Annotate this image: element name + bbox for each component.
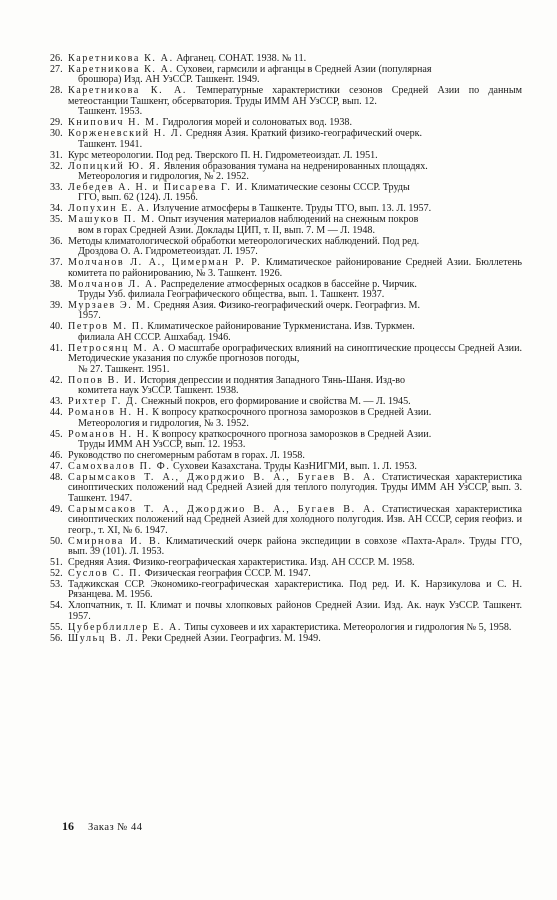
reference-item	[50, 162, 522, 183]
reference-author: Романов Н. Н.	[68, 428, 150, 440]
page-number: 16	[62, 819, 74, 833]
reference-author: Каретникова К. А.	[68, 85, 188, 97]
reference-body	[68, 204, 522, 214]
reference-body	[68, 258, 522, 279]
reference-number: 33.	[50, 182, 63, 194]
reference-number: 41.	[50, 342, 63, 354]
reference-continuation: Ташкент. 1941.	[78, 138, 143, 150]
reference-author: Петров М. П.	[68, 321, 145, 333]
reference-body	[68, 162, 522, 183]
reference-body	[68, 376, 522, 397]
reference-continuation: № 27. Ташкент. 1951.	[78, 363, 170, 375]
reference-number: 45.	[50, 428, 63, 440]
reference-continuation: вом в горах Средней Азии. Доклады ЦИП, т. II, вып. 7. М — Л. 1948.	[78, 224, 375, 236]
reference-body	[68, 344, 522, 375]
reference-body	[68, 473, 522, 504]
reference-item	[50, 118, 522, 128]
reference-item	[50, 537, 522, 558]
reference-number: 46.	[50, 449, 63, 461]
reference-number: 51.	[50, 556, 63, 568]
reference-body	[68, 280, 522, 301]
reference-text: Средняя Азия. Физико-географическая характеристика. Изд. АН СССР. М. 1958.	[68, 556, 415, 568]
reference-continuation: брошюра) Изд. АН УзССР. Ташкент. 1949.	[78, 74, 260, 86]
reference-item	[50, 258, 522, 279]
reference-author: Машуков П. М.	[68, 214, 156, 226]
reference-author: Лопухин Е. А.	[68, 203, 151, 215]
reference-item	[50, 344, 522, 375]
reference-text: Суховеи Казахстана. Труды КазНИГМИ, вып. 1. Л. 1953.	[172, 460, 417, 472]
reference-author: Сарымсаков Т. А., Джорджио В. А., Бугаев В. А.	[68, 471, 377, 483]
reference-text: К вопросу краткосрочного прогноза заморозков в Средней Азии.	[152, 428, 432, 440]
reference-body	[68, 408, 522, 429]
reference-item	[50, 54, 522, 64]
reference-body	[68, 215, 522, 236]
reference-item	[50, 580, 522, 601]
reference-number: 34.	[50, 203, 63, 215]
reference-author: Сарымсаков Т. А., Джорджио В. А., Бугаев В. А.	[68, 503, 377, 515]
reference-author: Шульц В. Л.	[68, 632, 140, 644]
reference-author: Суслов С. П.	[68, 567, 143, 579]
reference-number: 49.	[50, 503, 63, 515]
reference-number: 29.	[50, 117, 63, 129]
reference-body	[68, 183, 522, 204]
reference-text: Опыт изучения материалов наблюдений на снежным покров	[158, 214, 419, 226]
reference-item	[50, 558, 522, 568]
reference-continuation: комитета наук УзССР. Ташкент. 1938.	[78, 385, 239, 397]
reference-author: Мурзаев Э. М.	[68, 300, 152, 312]
reference-item	[50, 86, 522, 117]
reference-text: Средняя Азия. Краткий физико-географический очерк.	[185, 128, 423, 140]
reference-number: 37.	[50, 257, 63, 269]
reference-text: Снежный покров, его формирование и свойства М. — Л. 1945.	[141, 396, 411, 408]
reference-text: Таджикская ССР. Экономико-географическая характеристика. Под ред. И. К. Нарзикулова и С. Н. Рязанцева. М. 1956.	[68, 578, 522, 601]
reference-number: 43.	[50, 396, 63, 408]
reference-author: Цуберблиллер Е. А.	[68, 621, 183, 633]
reference-text: Температурные характеристики сезонов Средней Азии по данным метеостанции Ташкент, обсерватория. Труды ИММ АН УзССР, вып. 12.	[68, 85, 522, 107]
reference-text: Явления образования тумана на недренированных площадях.	[163, 160, 428, 172]
order-number: Заказ № 44	[88, 822, 143, 833]
reference-item	[50, 237, 522, 258]
reference-item	[50, 151, 522, 161]
reference-text: Руководство по снегомерным работам в горах. Л. 1958.	[68, 449, 305, 461]
reference-text: Типы суховеев и их характеристика. Метеорология и гидрология № 5, 1958.	[184, 621, 512, 633]
reference-text: Распределение атмосферных осадков в бассейне р. Чирчик.	[160, 278, 417, 290]
reference-item	[50, 280, 522, 301]
reference-author: Лебедев А. Н. и Писарева Г. И.	[68, 182, 249, 194]
reference-continuation: Труды Узб. филиала Географического общества, вып. 1. Ташкент. 1937.	[78, 289, 385, 301]
reference-item	[50, 204, 522, 214]
reference-number: 52.	[50, 567, 63, 579]
reference-text: Афганец. СОНАТ. 1938. № 11.	[176, 53, 307, 64]
reference-continuation: Метеорология и гидрология, № 2. 1952.	[78, 171, 249, 183]
reference-number: 50.	[50, 535, 63, 547]
reference-text: Климатическое районирование Туркменистана. Изв. Туркмен.	[147, 321, 415, 333]
reference-number: 26.	[50, 53, 63, 64]
reference-body	[68, 623, 522, 633]
reference-body	[68, 580, 522, 601]
reference-number: 54.	[50, 600, 63, 612]
reference-text: Статистическая характеристика синоптических положений над Средней Азией для холодного полугодия. Изв. АН СССР, серия геофиз. и геогр., т. XI, № 6. 1947.	[68, 503, 522, 536]
reference-author: Романов Н. Н.	[68, 407, 150, 419]
reference-author: Молчанов Л. А.	[68, 278, 159, 290]
reference-author: Попов В. И.	[68, 374, 138, 386]
reference-text: Климатическое районирование Средней Азии. Бюллетень комитета по районированию, № 3. Ташкент. 1926.	[68, 257, 523, 279]
reference-number: 40.	[50, 321, 63, 333]
reference-body	[68, 65, 522, 86]
reference-number: 32.	[50, 160, 63, 172]
reference-item	[50, 601, 522, 622]
reference-continuation: ГГО, вып. 62 (124). Л. 1956.	[78, 192, 198, 204]
reference-body	[68, 569, 522, 579]
reference-text: Физическая география СССР. М. 1947.	[144, 567, 311, 579]
reference-author: Петросянц М. А.	[68, 342, 166, 354]
reference-item	[50, 623, 522, 633]
reference-continuation: Ташкент. 1953.	[78, 106, 143, 118]
reference-number: 35.	[50, 214, 63, 226]
reference-body	[68, 237, 522, 258]
reference-number: 47.	[50, 460, 63, 472]
reference-item	[50, 65, 522, 86]
reference-author: Корженевский Н. Л.	[68, 128, 184, 140]
reference-text: Статистическая характеристика синоптических положений над Средней Азией для теплого полугодия. Труды ИММ АН УзССР, вып. 3. Ташкент. 1947.	[68, 471, 522, 504]
reference-continuation: Труды ИММ АН УзССР, вып. 12. 1953.	[78, 438, 246, 450]
reference-text: Реки Средней Азии. Географгиз. М. 1949.	[141, 632, 321, 644]
reference-text: Гидрология морей и солоноватых вод. 1938.	[162, 117, 352, 129]
reference-body	[68, 558, 522, 568]
reference-number: 48.	[50, 471, 63, 483]
reference-number: 55.	[50, 621, 63, 633]
reference-item	[50, 569, 522, 579]
reference-item	[50, 408, 522, 429]
reference-item	[50, 451, 522, 461]
reference-item	[50, 462, 522, 472]
reference-author: Каретникова К. А.	[68, 53, 174, 64]
reference-body	[68, 451, 522, 461]
reference-number: 30.	[50, 128, 63, 140]
reference-body	[68, 301, 522, 322]
reference-body	[68, 129, 522, 150]
reference-continuation: 1957.	[78, 310, 101, 322]
reference-number: 44.	[50, 407, 63, 419]
reference-author: Молчанов Л. А., Цимерман Р. Р.	[68, 257, 262, 269]
reference-author: Рихтер Г. Д.	[68, 396, 139, 408]
reference-author: Каретникова К. А.	[68, 64, 174, 75]
reference-body	[68, 322, 522, 343]
reference-body	[68, 118, 522, 128]
reference-list	[50, 54, 522, 645]
reference-body	[68, 505, 522, 536]
reference-body	[68, 537, 522, 558]
reference-body	[68, 462, 522, 472]
reference-number: 28.	[50, 85, 63, 97]
reference-continuation: Дроздова О. А. Гидрометеоиздат. Л. 1957.	[78, 246, 258, 258]
reference-text: К вопросу краткосрочного прогноза заморозков в Средней Азии.	[152, 407, 432, 419]
reference-body	[68, 634, 522, 644]
reference-number: 27.	[50, 64, 63, 75]
reference-item	[50, 634, 522, 644]
reference-text: О масштабе орографических влияний на синоптические процессы Средней Азии. Методические указания по службе прогнозов погоды,	[68, 342, 523, 365]
reference-item	[50, 129, 522, 150]
reference-body	[68, 430, 522, 451]
reference-item	[50, 430, 522, 451]
reference-number: 39.	[50, 300, 63, 312]
reference-body	[68, 86, 522, 117]
reference-item	[50, 183, 522, 204]
reference-number: 56.	[50, 632, 63, 644]
reference-text: Методы климатологической обработки метеорологических наблюдений. Под ред.	[68, 235, 420, 247]
reference-text: Суховеи, гармсили и афганцы в Средней Азии (популярная	[176, 64, 432, 75]
reference-continuation: филиала АН СССР. Ашхабад. 1946.	[78, 331, 231, 343]
reference-text: Курс метеорологии. Под ред. Тверского П. Н. Гидрометеоиздат. Л. 1951.	[68, 149, 378, 161]
reference-text: Хлопчатник, т. II. Климат и почвы хлопковых районов Средней Азии. Изд. Ак. наук УзССР. Ташкент. 1957.	[68, 600, 522, 622]
reference-author: Книпович Н. М.	[68, 117, 160, 129]
reference-body	[68, 601, 522, 622]
reference-body	[68, 151, 522, 161]
reference-number: 53.	[50, 578, 63, 590]
reference-number: 42.	[50, 374, 63, 386]
reference-author: Смирнова И. В.	[68, 535, 162, 547]
reference-text: Климатические сезоны СССР. Труды	[251, 182, 410, 194]
reference-item	[50, 505, 522, 536]
reference-author: Лопицкий Ю. Я.	[68, 160, 162, 172]
reference-number: 38.	[50, 278, 63, 290]
reference-number: 36.	[50, 235, 63, 247]
reference-item	[50, 376, 522, 397]
reference-item	[50, 397, 522, 407]
reference-item	[50, 322, 522, 343]
reference-text: Средняя Азия. Физико-географический очерк. Географгиз. М.	[153, 300, 420, 312]
reference-body	[68, 397, 522, 407]
reference-text: История депрессии и поднятия Западного Тянь-Шаня. Изд-во	[139, 374, 406, 386]
reference-author: Самохвалов П. Ф.	[68, 460, 171, 472]
reference-text: Климатический очерк района экспедиции в совхозе «Пахта-Арал». Труды ГГО, вып. 39 (101). Л. 1953.	[68, 535, 522, 557]
reference-number: 31.	[50, 149, 63, 161]
reference-text: Излучение атмосферы в Ташкенте. Труды ТГО, вып. 13. Л. 1957.	[152, 203, 432, 215]
reference-body	[68, 54, 522, 64]
reference-item	[50, 215, 522, 236]
reference-continuation: Метеорология и гидрология, № 3. 1952.	[78, 417, 249, 429]
reference-item	[50, 473, 522, 504]
page-footer	[62, 819, 142, 834]
reference-item	[50, 301, 522, 322]
